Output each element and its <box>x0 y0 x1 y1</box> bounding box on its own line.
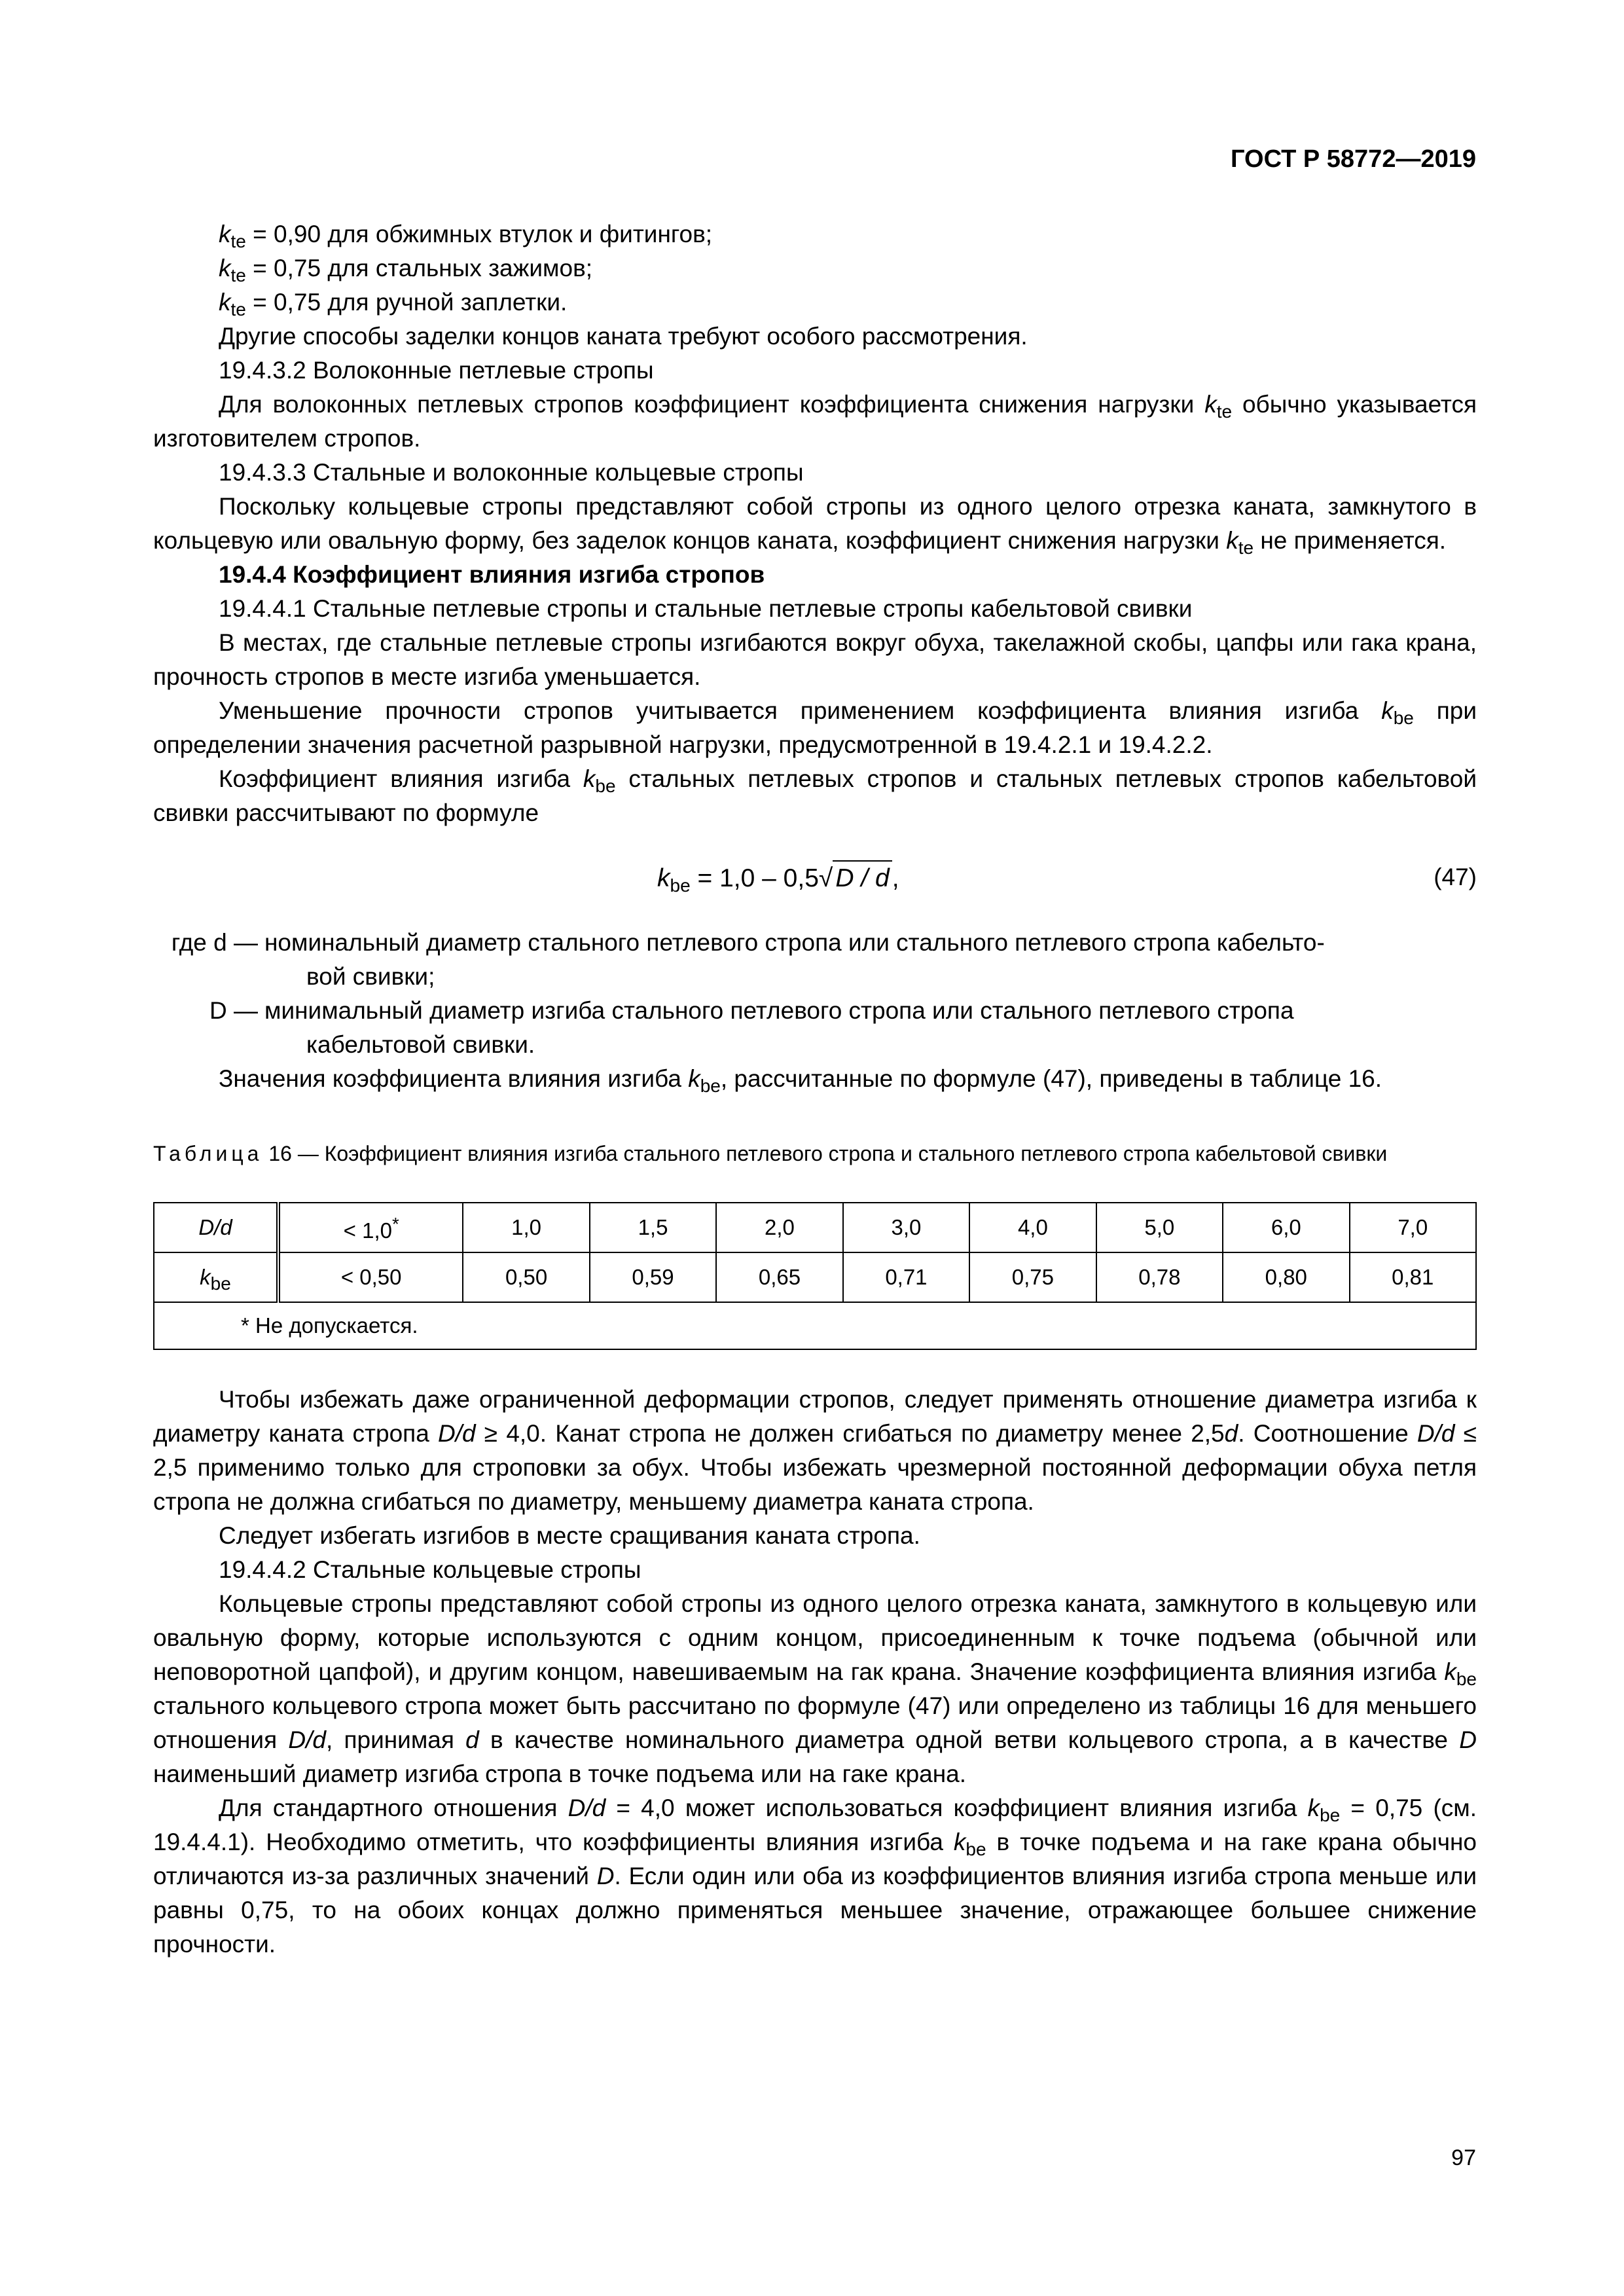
table-cell: 1,0 <box>463 1203 589 1252</box>
table-cell: 6,0 <box>1223 1203 1349 1252</box>
formula-expression: $k_{be} = 1,0 - 0,5√$ D / d , <box>657 860 899 896</box>
kte-line-3: $k_{te} = 0,75$ для ручной заплетки. <box>219 289 568 319</box>
table-cell: 0,80 <box>1223 1252 1349 1302</box>
table-row-kbe <box>154 1252 1476 1302</box>
table-cell: < 1,0* <box>278 1203 463 1252</box>
heading-19-4-4-2: 19.4.4.2 Стальные кольцевые стропы <box>219 1556 641 1583</box>
formula-47 <box>153 841 1477 919</box>
table-cell: 0,75 <box>969 1252 1096 1302</box>
table-footnote: * Не допускается. <box>154 1302 1476 1349</box>
table-cell: 5,0 <box>1096 1203 1223 1252</box>
paragraph-strength-reduction: Уменьшение прочности стропов учитывается применением коэффициента влияния изгиба $k_{be}$ при определении значения расчетной разрывной нагрузки, предусмотренной в 19.4.2.1 и 19.4.2.2. <box>153 697 1477 758</box>
text-after-table <box>153 1383 1477 1961</box>
paragraph-splice: Следует избегать изгибов в месте сращивания каната стропа. <box>219 1522 920 1549</box>
paragraph-avoid-deformation: Чтобы избежать даже ограниченной деформации стропов, следует применять отношение диаметра изгиба к диаметру каната стропа D/d ≥ 4,0. Канат стропа не должен сгибаться по диаметру менее 2,5d. Соотношение D/d ≤ 2,5 применимо только для строповки за обух. Чтобы избежать чрезмерной постоянной деформации обуха петля стропа не должна сгибаться по диаметру, меньшему диаметра каната стропа. <box>153 1386 1477 1515</box>
paragraph-coefficient-formula-intro: Коэффициент влияния изгиба $k_{be}$ стальных петлевых стропов и стальных петлевых стропов кабельтовой свивки рассчитывают по формуле <box>153 765 1477 826</box>
page-body <box>153 217 1477 1961</box>
table-16 <box>153 1202 1477 1350</box>
page-number: 97 <box>1451 2145 1476 2170</box>
table-cell: 0,50 <box>463 1252 589 1302</box>
definition-D: D — минимальный диаметр изгиба стального петлевого стропа или стального петлевого стропа кабельтовой свивки. <box>209 997 1294 1058</box>
definitions <box>153 926 1477 1062</box>
heading-19-4-4-1: 19.4.4.1 Стальные петлевые стропы и стальные петлевые стропы кабельтовой свивки <box>219 595 1193 622</box>
table-cell: 0,71 <box>843 1252 969 1302</box>
definition-d: где d — номинальный диаметр стального петлевого стропа или стального петлевого стропа кабельто- вой свивки; <box>171 929 1325 990</box>
sqrt-radicand: D / d <box>833 860 892 896</box>
table-cell: 0,78 <box>1096 1252 1223 1302</box>
table-cell: 1,5 <box>590 1203 716 1252</box>
paragraph-steel-ring-slings: Кольцевые стропы представляют собой стропы из одного целого отрезка каната, замкнутого в кольцевую или овальную форму, которые используются с одним концом, присоединенным к точке подъема (обычной или неповоротной цапфой), и другим концом, навешиваемым на гак крана. Значение коэффициента влияния изгиба $k_{be}$ стального кольцевого стропа может быть рассчитано по формуле (47) или определено из таблицы 16 для меньшего отношения D/d, принимая d в качестве номинального диаметра одной ветви кольцевого стропа, а в качестве D наименьший диаметр изгиба стропа в точке подъема или на гаке крана. <box>153 1590 1477 1787</box>
table-cell: 0,81 <box>1350 1252 1476 1302</box>
table-16-caption: Таблица 16 — Коэффициент влияния изгиба стального петлевого стропа и стального петлевого стропа кабельтовой свивки <box>153 1142 1388 1165</box>
paragraph-fiber-slings: Для волоконных петлевых стропов коэффициент коэффициента снижения нагрузки $k_{te}$ обычно указывается изготовителем стропов. <box>153 391 1477 452</box>
standard-designation: ГОСТ Р 58772—2019 <box>1231 145 1476 173</box>
formula-number: (47) <box>1434 864 1477 890</box>
paragraph-table-reference: Значения коэффициента влияния изгиба $k_{be}$, рассчитанные по формуле (47), приведены в таблице 16. <box>219 1065 1382 1096</box>
table-cell: 4,0 <box>969 1203 1096 1252</box>
table-header-ratio: D/d <box>154 1203 278 1252</box>
table-cell: 2,0 <box>716 1203 842 1252</box>
heading-19-4-3-3: 19.4.3.3 Стальные и волоконные кольцевые стропы <box>219 459 804 486</box>
table-header-kbe: $k_{be}$ <box>154 1252 278 1302</box>
table-cell: 0,59 <box>590 1252 716 1302</box>
table-cell: < 0,50 <box>278 1252 463 1302</box>
table-row-footnote <box>154 1302 1476 1349</box>
paragraph-standard-ratio: Для стандартного отношения D/d = 4,0 может использоваться коэффициент влияния изгиба $k_{be} = 0,75$ (см. 19.4.4.1). Необходимо отметить, что коэффициенты влияния изгиба $k_{be}$ в точке подъема и на гаке крана обычно отличаются из-за различных значений D. Если один или оба из коэффициентов влияния изгиба стропа меньше или равны 0,75, то на обоих концах должно применяться меньшее значение, отражающее большее снижение прочности. <box>153 1795 1477 1958</box>
kte-line-2: $k_{te} = 0,75$ для стальных зажимов; <box>219 255 593 285</box>
table-cell: 3,0 <box>843 1203 969 1252</box>
table-row-ratio <box>154 1203 1476 1252</box>
paragraph-bend-places: В местах, где стальные петлевые стропы изгибаются вокруг обуха, такелажной скобы, цапфы или гака крана, прочность стропов в месте изгиба уменьшается. <box>153 629 1477 690</box>
heading-19-4-4: 19.4.4 Коэффициент влияния изгиба стропов <box>219 561 765 588</box>
table-cell: 0,65 <box>716 1252 842 1302</box>
kte-line-1: $k_{te} = 0,90$ для обжимных втулок и фитингов; <box>219 221 713 251</box>
table-cell: 7,0 <box>1350 1203 1476 1252</box>
paragraph-other-methods: Другие способы заделки концов каната требуют особого рассмотрения. <box>219 323 1028 350</box>
sqrt-sign: √ <box>818 864 833 892</box>
heading-19-4-3-2: 19.4.3.2 Волоконные петлевые стропы <box>219 357 654 384</box>
paragraph-ring-slings: Поскольку кольцевые стропы представляют собой стропы из одного целого отрезка каната, замкнутого в кольцевую или овальную форму, без заделок концов каната, коэффициент снижения нагрузки $k_{te}$ не применяется. <box>153 493 1477 558</box>
